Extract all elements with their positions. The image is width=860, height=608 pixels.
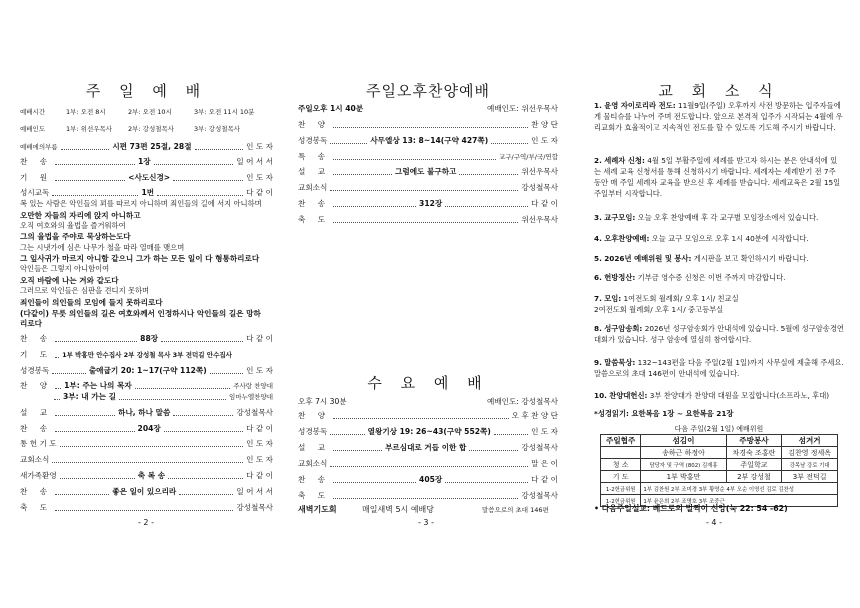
table-row: 1-2헌금위원 1부 윤은희 2부 조명호 3부 조중근 xyxy=(601,495,838,507)
order-row: 찬 송 88장 다 같 이 xyxy=(20,333,273,343)
table-row: 송하근 하정아 차경숙 조홍란 김찬영 정세옥 xyxy=(601,447,838,459)
table-caption: 다음 주일(2월 1일) 예배위원 xyxy=(674,424,764,433)
reading-line: 오직 여호와의 율법을 즐거워하여 xyxy=(20,221,126,230)
order-row: 찬 송 좋은 일이 있으리라 일 어 서 서 xyxy=(20,486,273,496)
order-row: 예배에의부름 시편 73편 25절, 28절 인 도 자 xyxy=(20,141,273,151)
order-row: 성경봉독 사무엘상 13: 8~14(구약 427쪽) 인 도 자 xyxy=(298,135,558,145)
order-row: 통 헌 기 도 인 도 자 xyxy=(20,438,273,448)
leader-part: 1부: 위선우목사 xyxy=(66,124,113,133)
wednesday-head: 오후 7시 30분 예배인도: 강성철목사 xyxy=(298,396,558,406)
page-number: - 4 - xyxy=(706,518,722,527)
leader-part: 3부: 강성철목사 xyxy=(194,124,241,133)
order-row: 교회소식 강성철목사 xyxy=(298,182,558,192)
order-row: 축 도 강성철목사 xyxy=(20,502,273,512)
page-number: - 3 - xyxy=(418,518,434,527)
order-row: 설 교 하나, 하나 말씀 강성철목사 xyxy=(20,407,273,417)
order-row: 설 교 그럼에도 불구하고 위선우목사 xyxy=(298,166,558,176)
table-row: 주일협주 섬김이 주방봉사 섬겨거 xyxy=(601,435,838,447)
table-row: 청 소 담당자 및 구역 (802) 김재홍 주일학교 강목남 강로 기대 xyxy=(601,459,838,471)
order-row: 설 교 부르심대로 거듭 이한 합 강성철목사 xyxy=(298,442,558,452)
leaders-label: 예배인도 xyxy=(20,124,46,133)
news-item: 8. 성구암송회: 2026년 성구암송회가 안내석에 있습니다. 5월에 성구암송경연대회가 있습니다. 성구 암송에 열심히 참여합시다. xyxy=(594,324,844,344)
reading-line: 오직 바람에 나는 겨와 같도다 xyxy=(20,276,119,285)
afternoon-head: 주일오후 1시 40분 예배인도: 위선우목사 xyxy=(298,103,558,113)
dawn-prayer-row: 새벽기도회 매일새벽 5시 예배당 말씀으로의 초대 146편 xyxy=(298,504,549,514)
news-item: 5. 2026년 예배위원 및 봉사: 게시판을 보고 확인하시기 바랍니다. xyxy=(594,254,809,263)
column-sunday-worship xyxy=(20,0,273,608)
news-item: 6. 헌방정산: 기부금 영수증 신청은 이번 주까지 마감합니다. xyxy=(594,273,786,282)
news-item: 2. 세례자 신청: 4월 5일 부활주일에 세례를 받고자 하시는 분은 안내석에 있는 세례 교육 신청서를 통해 신청하시기 바랍니다. 세례자는 세례받기 전 7주 동안 매 주일 세례자 교육을 받으신 후 세례를 받습니다. 세례교육은 2월 15일 주일부터 시작합니다. xyxy=(594,156,841,198)
order-row: 찬 송 1장 일 어 서 서 xyxy=(20,156,273,166)
afternoon-worship-title: 주일오후찬양예배 xyxy=(366,82,490,100)
order-row: 교회소식 인 도 자 xyxy=(20,454,273,464)
bible-reading: *성경읽기: 요한복음 1장 ~ 요한복음 21장 xyxy=(594,409,734,418)
news-item: 4. 오후찬양예배: 오늘 교구 모임으로 오후 1시 40분에 시작합니다. xyxy=(594,234,809,243)
reading-line: 복 있는 사람은 악인들의 꾀를 따르지 아니하며 죄인들의 길에 서지 아니하며 xyxy=(20,199,262,208)
order-row: 새가족환영 축 복 송 다 같 이 xyxy=(20,470,273,480)
reading-line: 그의 율법을 주야로 묵상하는도다 xyxy=(20,232,131,241)
order-row: 찬 양 오 후 찬 양 단 xyxy=(298,410,558,420)
news-item: 7. 모임: 1여전도회 월례회/ 오후 1시/ 친교실 2여전도회 월례회/ 오후 1시/ 중고등부실 xyxy=(594,294,739,314)
order-row: 특 송 교구/구역/부/국/연합 xyxy=(298,151,558,161)
volunteer-table xyxy=(600,423,838,507)
worship-times-row xyxy=(20,104,273,118)
reading-line: 죄인들이 의인들의 모임에 들지 못하리로다 xyxy=(20,298,163,307)
news-item: 1. 윤영 자이로리라 전도: 11월9일(주일) 오후까지 사전 방문하는 입주자들에게 물티슈를 나누어 주며 전도합니다. 앞으로 본격적 입주가 시작되는 4월에 우리교회가 효율적이고 지속적인 전도를 할 수 있도록 기도해 주시기 바랍니다. xyxy=(594,101,843,132)
order-row: 기 원 <사도신경> 인 도 자 xyxy=(20,172,273,182)
news-item: 10. 찬양대헌신: 3부 찬양대가 찬양대 대원을 모집합니다(소프라노, 후대) xyxy=(594,391,830,400)
reading-line: 그는 시냇가에 심은 나무가 철을 따라 열매를 맺으며 xyxy=(20,243,185,252)
order-row: 교회소식 말 은 이 xyxy=(298,458,558,468)
reading-line: 그 잎사귀가 마르지 아니함 같으니 그가 하는 모든 일이 다 형통하리로다 xyxy=(20,254,260,263)
order-row: 찬 송 405장 다 같 이 xyxy=(298,474,558,484)
wednesday-worship-title: 수 요 예 배 xyxy=(367,374,489,392)
times-label: 예배시간 xyxy=(20,107,46,116)
order-row: 찬 양 찬 양 단 xyxy=(298,119,558,129)
order-row: 기 도 1부 박홍만 안수집사 2부 강성철 목사 3부 전덕길 안수집사 xyxy=(20,349,232,359)
time-part: 1부: 오전 8시 xyxy=(66,107,106,116)
table-row: 기 도 1부 박홍만 2부 강성철 3부 전덕길 xyxy=(601,471,838,483)
leader-part: 2부: 강성철목사 xyxy=(128,124,175,133)
column-church-news xyxy=(594,0,844,608)
time-part: 2부: 오전 10시 xyxy=(128,107,172,116)
order-row: 찬 송 204장 다 같 이 xyxy=(20,423,273,433)
order-row: 축 도 위선우목사 xyxy=(298,214,558,224)
table-row: 1-2헌금위원 1부 김찬원 2부 조미경 3부 황영순 4부 오순 이영선 김로 김찬성 xyxy=(601,483,838,495)
order-row: 성경봉독 열왕기상 19: 26~43(구약 552쪽) 인 도 자 xyxy=(298,426,558,436)
news-item: 9. 말씀묵상: 132~143편을 다음 주일(2월 1일)까지 사무실에 제출해 주세요. 말씀으로의 초대 146편이 안내석에 있습니다. xyxy=(594,358,844,378)
worship-leaders-row xyxy=(20,121,273,135)
order-row: 성시교독 1번 다 같 이 xyxy=(20,187,273,197)
order-row: 3부: 내 가는 길 임마누엘찬양대 xyxy=(20,389,273,403)
reading-line: 악인들은 그렇지 아니함이여 xyxy=(20,264,110,273)
reading-line: (다같이) 무릇 의인들의 길은 여호와께서 인정하시나 악인들의 길은 망하 xyxy=(20,309,261,318)
reading-line: 오만한 자들의 자리에 앉지 아니하고 xyxy=(20,211,141,220)
sunday-worship-title: 주 일 예 배 xyxy=(85,82,208,100)
order-row: 찬 송 312장 다 같 이 xyxy=(298,198,558,208)
order-row: 찬 양 1부: 주는 나의 목자 주사랑 찬양대 xyxy=(20,380,273,390)
order-row: 축 도 강성철목사 xyxy=(298,490,558,500)
reading-line: 리로다 xyxy=(20,319,43,328)
news-item: 3. 교구모임: 오늘 오후 찬양예배 후 각 교구별 모임장소에서 있습니다. xyxy=(594,213,819,222)
time-part: 3부: 오전 11시 10분 xyxy=(194,107,255,116)
page-number: - 2 - xyxy=(138,518,154,527)
church-news-title: 교 회 소 식 xyxy=(658,82,780,100)
column-afternoon-wednesday xyxy=(298,0,558,608)
reading-line: 그러므로 악인들은 심판을 견디지 못하며 xyxy=(20,286,150,295)
order-row: 성경봉독 출애굽기 20: 1~17(구약 112쪽) 인 도 자 xyxy=(20,365,273,375)
next-sermon: • 다음주일설교: 베드로의 멀찍이 신앙(눅 22: 54 -62) xyxy=(594,504,788,513)
